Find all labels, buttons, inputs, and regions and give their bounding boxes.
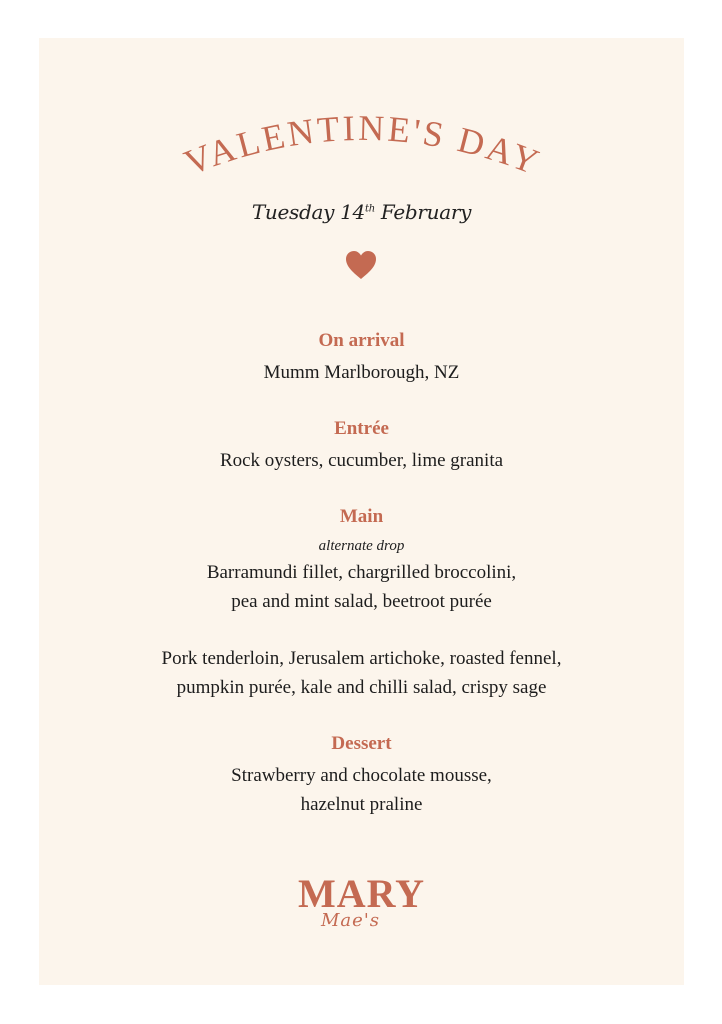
event-date [39, 200, 684, 224]
menu-page [39, 38, 684, 985]
menu-item: Pork tenderloin, Jerusalem artichoke, roasted fennel, [161, 648, 562, 669]
section-title-arrival: On arrival [318, 330, 405, 351]
section-title-dessert: Dessert [331, 733, 392, 754]
logo-script: Mae's [321, 910, 380, 931]
menu-item: pumpkin purée, kale and chilli salad, crispy sage [176, 677, 547, 698]
section-main [39, 504, 684, 702]
menu-item: Rock oysters, cucumber, lime granita [219, 450, 504, 471]
title-text: VALENTINE'S DAY [178, 107, 547, 184]
menu-item: Strawberry and chocolate mousse, [231, 765, 492, 786]
date-prefix: Tuesday 14 [251, 200, 365, 224]
menu-item: Barramundi fillet, chargrilled broccolini, [206, 562, 517, 583]
section-title-entree: Entrée [334, 418, 389, 439]
date-ordinal: th [364, 203, 375, 215]
section-entree [39, 416, 684, 475]
brand-logo [39, 871, 684, 938]
heart-icon [345, 250, 377, 280]
section-title-main: Main [339, 506, 384, 527]
date-suffix: February [374, 200, 472, 224]
section-dessert [39, 731, 684, 819]
section-arrival [39, 328, 684, 387]
main-note: alternate drop [318, 538, 405, 554]
menu-item: hazelnut praline [300, 794, 423, 815]
page-title [39, 38, 684, 218]
menu-item: pea and mint salad, beetroot purée [231, 591, 492, 612]
menu-content [39, 328, 684, 819]
logo-wordmark: MARY [297, 871, 425, 916]
svg-text:VALENTINE'S DAY [179, 108, 547, 183]
menu-item: Mumm Marlborough, NZ [263, 362, 460, 383]
